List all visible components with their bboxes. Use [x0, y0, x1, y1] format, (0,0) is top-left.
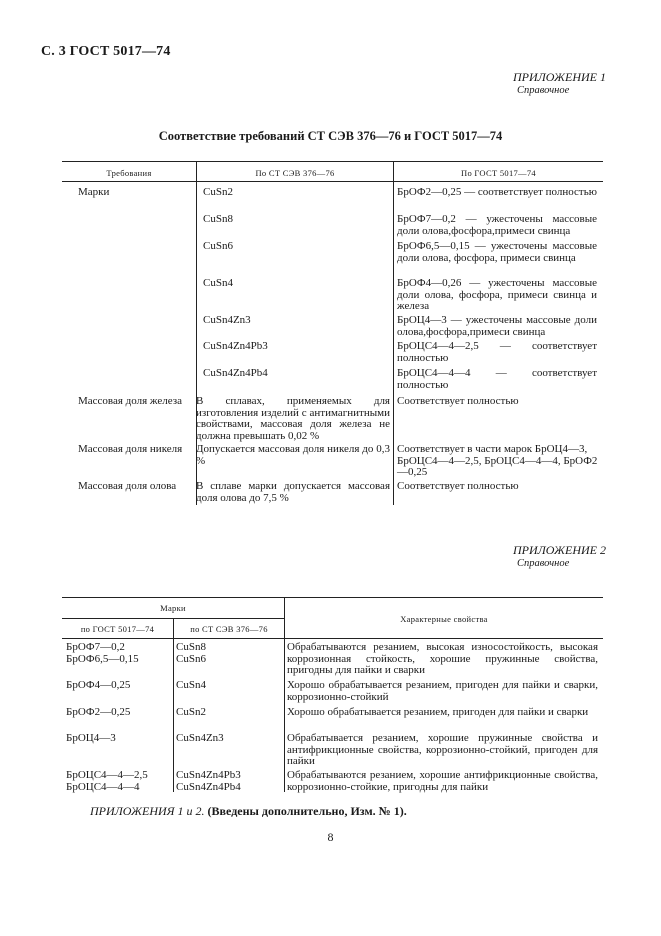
cev-mark: CuSn4 [203, 277, 233, 289]
table-2-col-divider-1 [173, 618, 174, 792]
table-2-header-cev: по СТ СЭВ 376—76 [190, 624, 268, 634]
gost-mark-description: БрОФ7—0,2 — ужесточены массовые доли олова,фосфора,примеси свинца [397, 213, 597, 237]
row-cev-mark: CuSn8 CuSn6 [176, 641, 206, 665]
table-2-header-properties: Характерные свойства [400, 614, 488, 624]
appendix-2-note: Справочное [517, 558, 570, 569]
table-1-header-requirements: Требования [106, 168, 152, 178]
tin-cev-text: В сплаве марки допускается массовая доля олова до 7,5 % [196, 480, 390, 504]
row-properties: Обрабатывается резанием, хорошие пружинные свойства и антифрикционные свойства, коррозионно-стойкий, пригоден для пайки [287, 732, 598, 767]
amendment-note-appendices: ПРИЛОЖЕНИЯ 1 и 2. [90, 804, 205, 818]
cev-mark: CuSn4Zn4Pb3 [203, 340, 268, 352]
document-header: С. 3 ГОСТ 5017—74 [41, 44, 171, 59]
table-1-header-cev: По СТ СЭВ 376—76 [255, 168, 335, 178]
appendix-2-title: ПРИЛОЖЕНИЕ 2 [513, 543, 606, 557]
cev-mark: CuSn6 [203, 240, 233, 252]
iron-gost-text: Соответствует полностью [397, 395, 519, 407]
row-cev-mark: CuSn4Zn3 [176, 732, 224, 744]
row-gost-mark: БрОЦ4—3 [66, 732, 116, 744]
table-1-col-divider-2 [393, 161, 394, 505]
appendix-1-label [513, 70, 606, 96]
row-properties: Хорошо обрабатывается резанием, пригоден для пайки и сварки [287, 706, 589, 718]
row-cev-mark: CuSn4Zn4Pb3 CuSn4Zn4Pb4 [176, 769, 241, 793]
gost-mark-description: БрОФ2—0,25 — соответствует полностью [397, 186, 597, 198]
table-1-top-rule [62, 161, 603, 162]
table-2-col-divider-2 [284, 597, 285, 792]
gost-mark-description: БрОЦС4—4—2,5 — соответствует полностью [397, 340, 597, 364]
nickel-gost-text: Соответствует в части марок БрОЦ4—3, БрОЦС4—4—2,5, БрОЦС4—4—4, БрОФ2—0,25 [397, 443, 598, 478]
row-cev-mark: CuSn4 [176, 679, 206, 691]
table-2-top-rule [62, 597, 603, 598]
amendment-note [90, 804, 407, 819]
table-1-header-gost: По ГОСТ 5017—74 [461, 168, 536, 178]
iron-cev-text: В сплавах, применяемых для изготовления изделий с антимагнитными свойствами, массовая доля железа не должна превышать 0,02 % [196, 395, 390, 442]
cev-mark: CuSn8 [203, 213, 233, 225]
table-1-header-rule [62, 181, 603, 182]
gost-mark-description: БрОФ6,5—0,15 — ужесточены массовые доли олова, фосфора, примеси свинца [397, 240, 597, 264]
row-properties: Обрабатываются резанием, хорошие антифрикционные свойства, коррозионно-стойкие, пригодны для пайки [287, 769, 598, 793]
table-2-header-rule [62, 638, 603, 639]
nickel-cev-text: Допускается массовая доля никеля до 0,3 % [196, 443, 390, 467]
cev-mark: CuSn4Zn4Pb4 [203, 367, 268, 379]
row-gost-mark: БрОФ7—0,2 БрОФ6,5—0,15 [66, 641, 139, 665]
table-1-title: Соответствие требований СТ СЭВ 376—76 и ГОСТ 5017—74 [158, 129, 503, 143]
appendix-2-label [513, 543, 606, 569]
row-gost-mark: БрОФ2—0,25 [66, 706, 131, 718]
row-cev-mark: CuSn2 [176, 706, 206, 718]
row-properties: Обрабатываются резанием, высокая износостойкость, высокая коррозионная стойкость, хорошие пружинные свойства, пригодны для пайки и сварки [287, 641, 598, 676]
cev-mark: CuSn2 [203, 186, 233, 198]
requirement-nickel: Массовая доля никеля [78, 443, 183, 455]
appendix-1-note: Справочное [517, 85, 570, 96]
row-gost-mark: БрОЦС4—4—2,5 БрОЦС4—4—4 [66, 769, 148, 793]
tin-gost-text: Соответствует полностью [397, 480, 519, 492]
table-2-header-marks: Марки [160, 603, 186, 613]
requirement-iron: Массовая доля железа [78, 395, 182, 407]
cev-mark: CuSn4Zn3 [203, 314, 251, 326]
requirement-tin: Массовая доля олова [78, 480, 177, 492]
gost-mark-description: БрОЦС4—4—4 — соответствует полностью [397, 367, 597, 391]
gost-mark-description: БрОЦ4—3 — ужесточены массовые доли олова,фосфора,примеси свинца [397, 314, 597, 338]
page-number: 8 [327, 830, 334, 844]
appendix-1-title: ПРИЛОЖЕНИЕ 1 [513, 70, 606, 84]
gost-mark-description: БрОФ4—0,26 — ужесточены массовые доли олова, фосфора, примеси свинца и железа [397, 277, 597, 312]
amendment-note-text: (Введены дополнительно, Изм. № 1). [207, 804, 407, 818]
row-gost-mark: БрОФ4—0,25 [66, 679, 131, 691]
requirement-grades: Марки [78, 186, 110, 198]
table-2-header-gost: по ГОСТ 5017—74 [80, 624, 155, 634]
row-properties: Хорошо обрабатывается резанием, пригоден для пайки и сварки, коррозионно-стойкий [287, 679, 598, 703]
